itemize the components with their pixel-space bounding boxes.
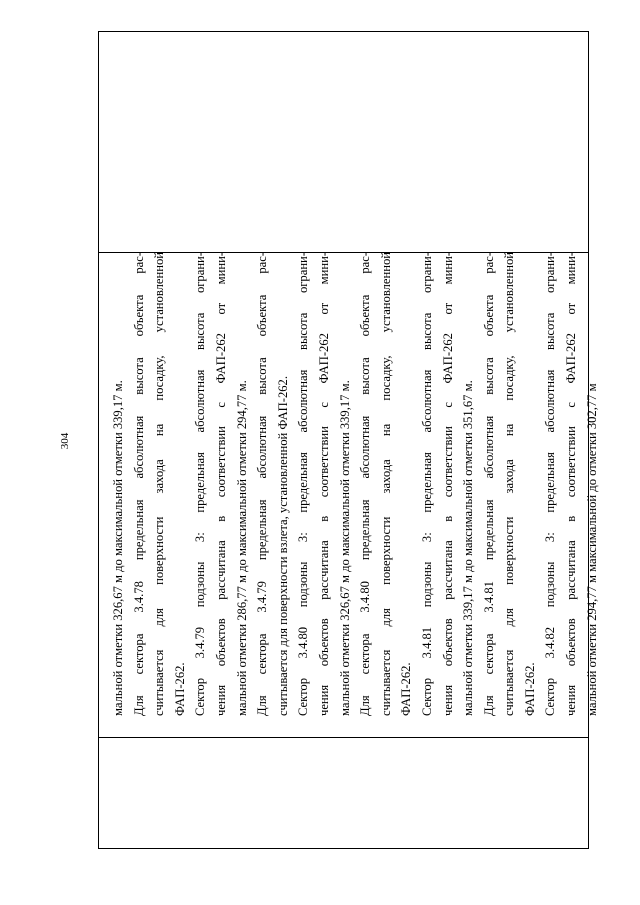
text-line: мальной отметки 326,67 м до максимальной отметки 339,17 м. [111, 380, 125, 716]
text-line: чения объектов рассчитана в соответствии с ФАП-262 от мини- [564, 252, 579, 716]
text-line: Сектор 3.4.82 подзоны 3: предельная абсолютная высота ограни- [543, 252, 558, 716]
text-line: Для сектора 3.4.79 предельная абсолютная высота объекта рас- [255, 252, 270, 716]
text-line: мальной отметки 286,77 м до максимальной отметки 294,77 м. [234, 380, 249, 716]
text-line: ФАП-262. [399, 662, 414, 716]
text-line: Для сектора 3.4.78 предельная абсолютная высота объекта рас- [131, 252, 146, 716]
text-line: мальной отметки 326,67 м до максимальной отметки 339,17 м. [337, 380, 352, 716]
text-line: считывается для поверхности захода на посадку, установленной [152, 252, 167, 716]
text-line: чения объектов рассчитана в соответствии с ФАП-262 от мини- [316, 252, 331, 716]
text-line: чения объектов рассчитана в соответствии с ФАП-262 от мини- [440, 252, 455, 716]
table-column-divider [99, 737, 588, 738]
text-line: считывается для поверхности взлета, установленной ФАП-262. [275, 376, 290, 716]
text-line: Сектор 3.4.80 подзоны 3: предельная абсолютная высота ограни- [296, 252, 311, 716]
text-line: считывается для поверхности захода на посадку, установленной [502, 252, 517, 716]
text-line: чения объектов рассчитана в соответствии с ФАП-262 от мини- [213, 252, 228, 716]
page-number: 304 [59, 432, 71, 450]
table-text-cell [98, 252, 599, 716]
text-line: считывается для поверхности захода на посадку, установленной [378, 252, 393, 716]
text-line: Сектор 3.4.79 подзоны 3: предельная абсолютная высота ограни- [193, 252, 208, 716]
text-line: ФАП-262. [522, 662, 537, 716]
text-line: ФАП-262. [172, 662, 187, 716]
body-text [108, 252, 602, 716]
text-line: Для сектора 3.4.81 предельная абсолютная высота объекта рас- [481, 252, 496, 716]
text-line: Для сектора 3.4.80 предельная абсолютная высота объекта рас- [358, 252, 373, 716]
text-line: Сектор 3.4.81 подзоны 3: предельная абсолютная высота ограни- [419, 252, 434, 716]
text-line: мальной отметки 339,17 м до максимальной отметки 351,67 м. [461, 380, 476, 716]
text-line: мальной отметки 294,77 м максимальной до отметки 302,77 м [584, 383, 599, 716]
